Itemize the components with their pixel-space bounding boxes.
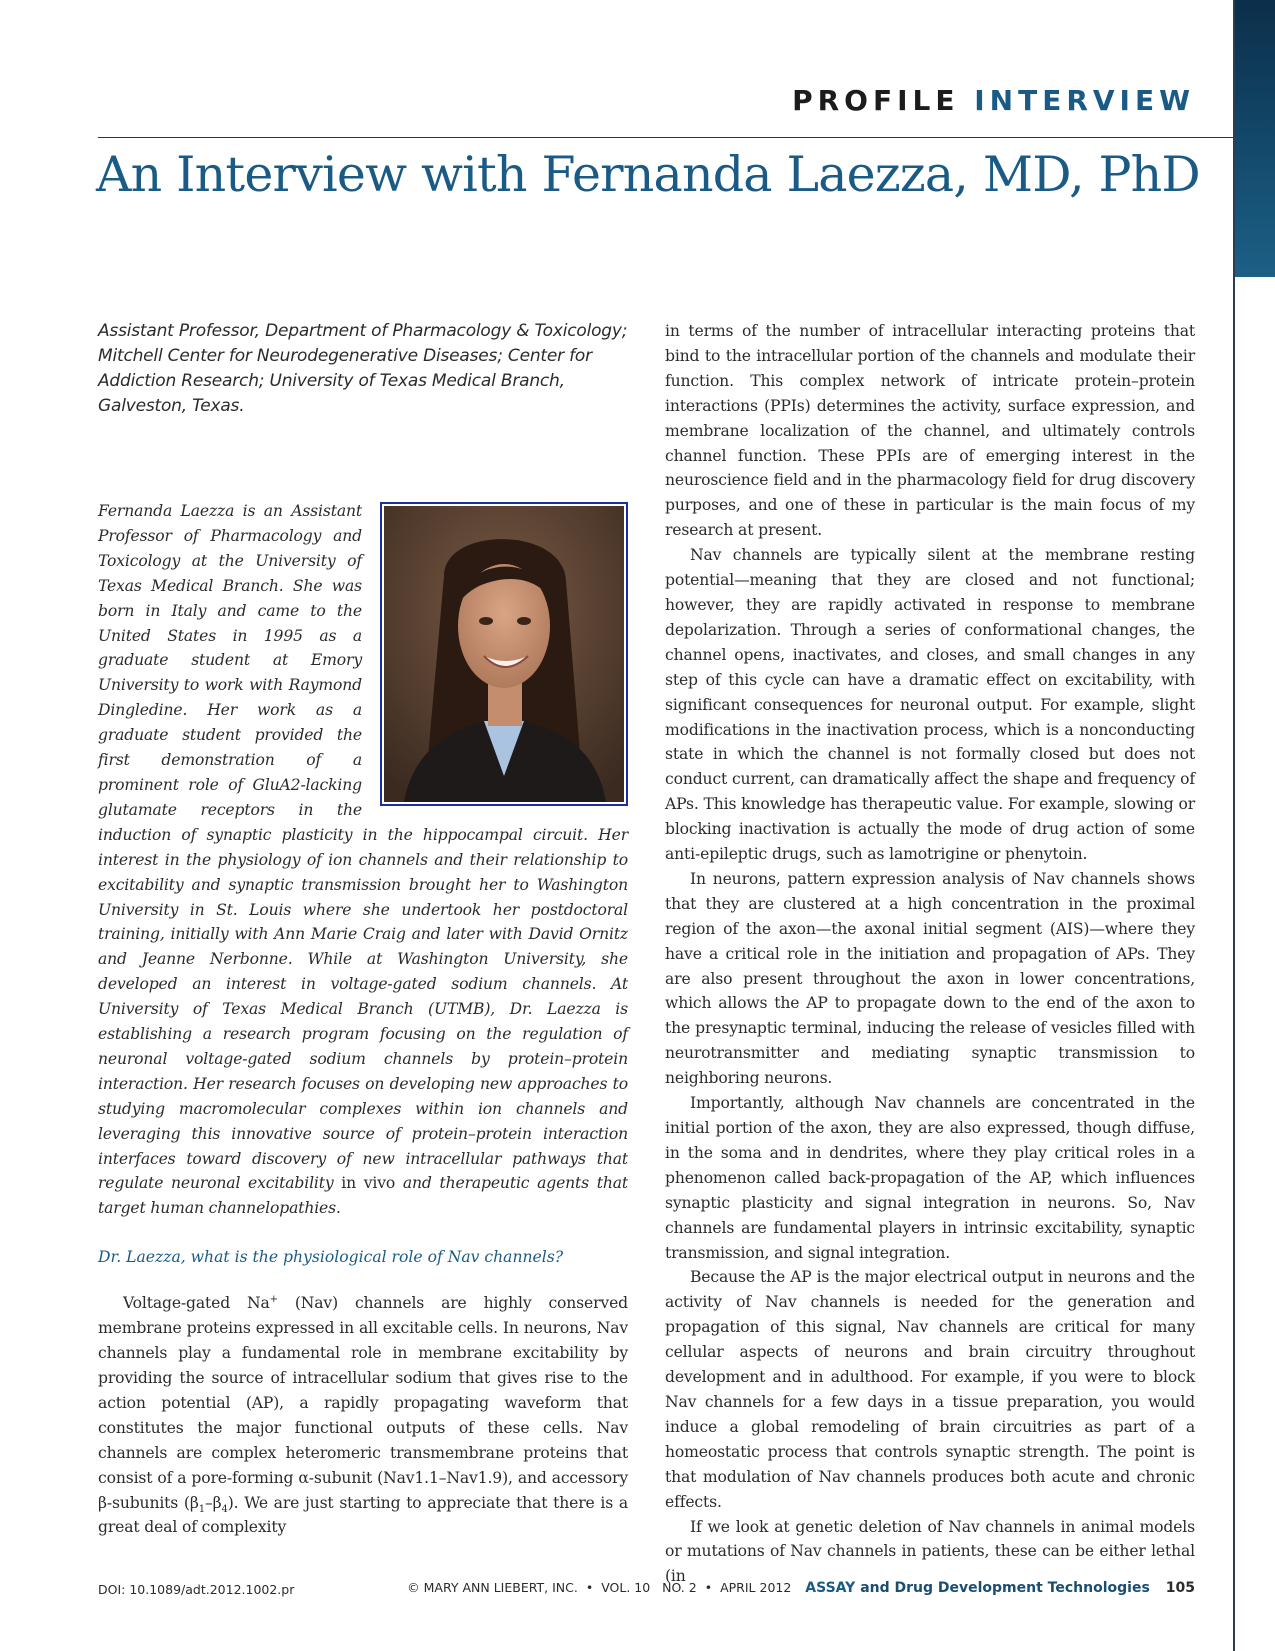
bio-text-roman: in vivo [341,1174,396,1193]
section-label [792,84,1195,117]
body-paragraph-3: In neurons, pattern expression analysis of Nav channels shows that they are clustered at a high concentration in the proximal region of the axon—the axonal initial segment (AIS)—where they have a critical role in the initiation and propagation of APs. They are also present throughout the axon in lower concentrations, which allows the AP to propagate down to the end of the axon to the presynaptic terminal, inducing the release of vesicles filled with neurotransmitter and mediating synaptic transmission to neighboring neurons. [665,869,1195,1088]
date-text: APRIL 2012 [720,1580,792,1595]
publisher-text: © MARY ANN LIEBERT, INC. [407,1580,578,1595]
answer-paragraph [98,1291,628,1540]
subscript-1: 1 [198,1503,205,1515]
bio-text-part2: and therapeutic agents that target human channelopathies. [98,1174,629,1218]
superscript-plus: + [269,1294,278,1306]
volume-text: VOL. 10 [601,1580,651,1595]
journal-name [805,1580,1149,1596]
interview-question: Dr. Laezza, what is the physiological role of Nav channels? [98,1248,564,1267]
page-edge-tab [1235,0,1275,277]
left-column [98,319,628,1540]
publication-info [407,1580,1195,1596]
subscript-4: 4 [221,1503,228,1515]
page-number: 105 [1165,1580,1195,1596]
journal-name-part1: ASSAY [805,1580,856,1596]
section-label-word1: PROFILE [792,84,960,117]
header-divider [98,137,1233,138]
author-portrait-photo [384,506,624,802]
bio-text-part1: Fernanda Laezza is an Assistant Professor of Pharmacology and Toxicology at the University of Texas Medical Branch. She was born in Italy and came to the United States in 1995 as a graduate student at Emory University to work with Raymond Dingledine. Her work as a graduate student provided the first demonstration of a prominent role of GluA2-lacking glutamate receptors in the induction of synaptic plasticity in the hippocampal circuit. Her interest in the physiology of ion channels and their relationship to excitability and synaptic transmission brought her to Washington University in St. Louis where she undertook her postdoctoral training, initially with Ann Marie Craig and later with David Ornitz and Jeanne Nerbonne. While at Washington University, she developed an interest in voltage-gated sodium channels. At University of Texas Medical Branch (UTMB), Dr. Laezza is establishing a research program focusing on the regulation of neuronal voltage-gated sodium channels by protein–protein interaction. Her research focuses on developing new approaches to studying macromolecular complexes within ion channels and leveraging this innovative source of protein–protein interaction interfaces toward discovery of new intracellular pathways that regulate neuronal excitability [98,502,628,1193]
author-affiliation: Assistant Professor, Department of Pharmacology & Toxicology; Mitchell Center for Neurodegenerative Diseases; Center for Addiction Research; University of Texas Medical Branch, Galveston, Texas. [98,321,628,416]
page-edge-rule [1233,0,1235,1651]
section-label-word2: INTERVIEW [974,84,1195,117]
answer-text-tail: ). We are just starting to appreciate that there is a great deal of complexity [98,1493,628,1537]
doi-text: DOI: 10.1089/adt.2012.1002.pr [98,1582,295,1597]
body-paragraph-5: Because the AP is the major electrical output in neurons and the activity of Nav channels is needed for the generation and propagation of this signal, Nav channels are critical for many cellular aspects of neurons and brain circuitry throughout development and in adulthood. For example, if you were to block Nav channels for a few days in a tissue preparation, you would induce a global remodeling of brain circuitries as part of a homeostatic process that controls synaptic strength. The point is that modulation of Nav channels produces both acute and chronic effects. [665,1268,1195,1511]
body-paragraph-4: Importantly, although Nav channels are concentrated in the initial portion of the axon, they are also expressed, though diffuse, in the soma and in dendrites, where they play critical roles in a phenomenon called back-propagation of the AP, which influences synaptic plasticity and signal integration in neurons. So, Nav channels are fundamental players in intrinsic excitability, synaptic transmission, and signal integration. [665,1094,1195,1262]
answer-text-mid: –β [204,1493,222,1512]
body-paragraph-6: If we look at genetic deletion of Nav channels in animal models or mutations of Nav channels in patients, these can be either lethal (in [665,1517,1195,1586]
answer-text-start: Voltage-gated Na [123,1294,270,1313]
page-footer [98,1580,1195,1602]
journal-name-part2: and Drug Development Technologies [860,1580,1150,1596]
body-paragraph-2: Nav channels are typically silent at the membrane resting potential—meaning that they are closed and not functional; however, they are rapidly activated in response to membrane depolarization. Through a series of conformational changes, the channel opens, inactivates, and closes, and small changes in any step of this cycle can have a dramatic effect on excitability, with significant consequences for neuronal output. For example, slight modifications in the inactivation process, which is a nonconducting state in which the channel is not formally closed but does not conduct current, can dramatically affect the shape and frequency of APs. This knowledge has therapeutic value. For example, slowing or blocking inactivation is actually the mode of drug action of some anti-epileptic drugs, such as lamotrigine or phenytoin. [665,546,1195,864]
author-photo-frame [380,502,628,806]
separator-dot: • [585,1580,594,1595]
author-bio-block [98,499,628,1221]
answer-text-body: (Nav) channels are highly conserved membrane proteins expressed in all excitable cells. In neurons, Nav channels play a fundamental role in membrane excitability by providing the source of intracellular sodium that gives rise to the action potential (AP), a rapidly propagating waveform that constitutes the major functional outputs of these cells. Nav channels are complex heteromeric transmembrane proteins that consist of a pore-forming α-subunit (Nav1.1–Nav1.9), and accessory β-subunits (β [98,1294,628,1512]
body-paragraph-1: in terms of the number of intracellular interacting proteins that bind to the intracellular portion of the channels and modulate their function. This complex network of intricate protein–protein interactions (PPIs) determines the activity, surface expression, and membrane localization of the channel, and ultimately controls channel function. These PPIs are of emerging interest in the neuroscience field and in the pharmacology field for drug discovery purposes, and one of these in particular is the main focus of my research at present. [665,322,1195,540]
right-column [665,319,1195,1589]
article-title: An Interview with Fernanda Laezza, MD, PhD [96,146,1200,203]
issue-text: NO. 2 [662,1580,697,1595]
separator-dot: • [704,1580,713,1595]
